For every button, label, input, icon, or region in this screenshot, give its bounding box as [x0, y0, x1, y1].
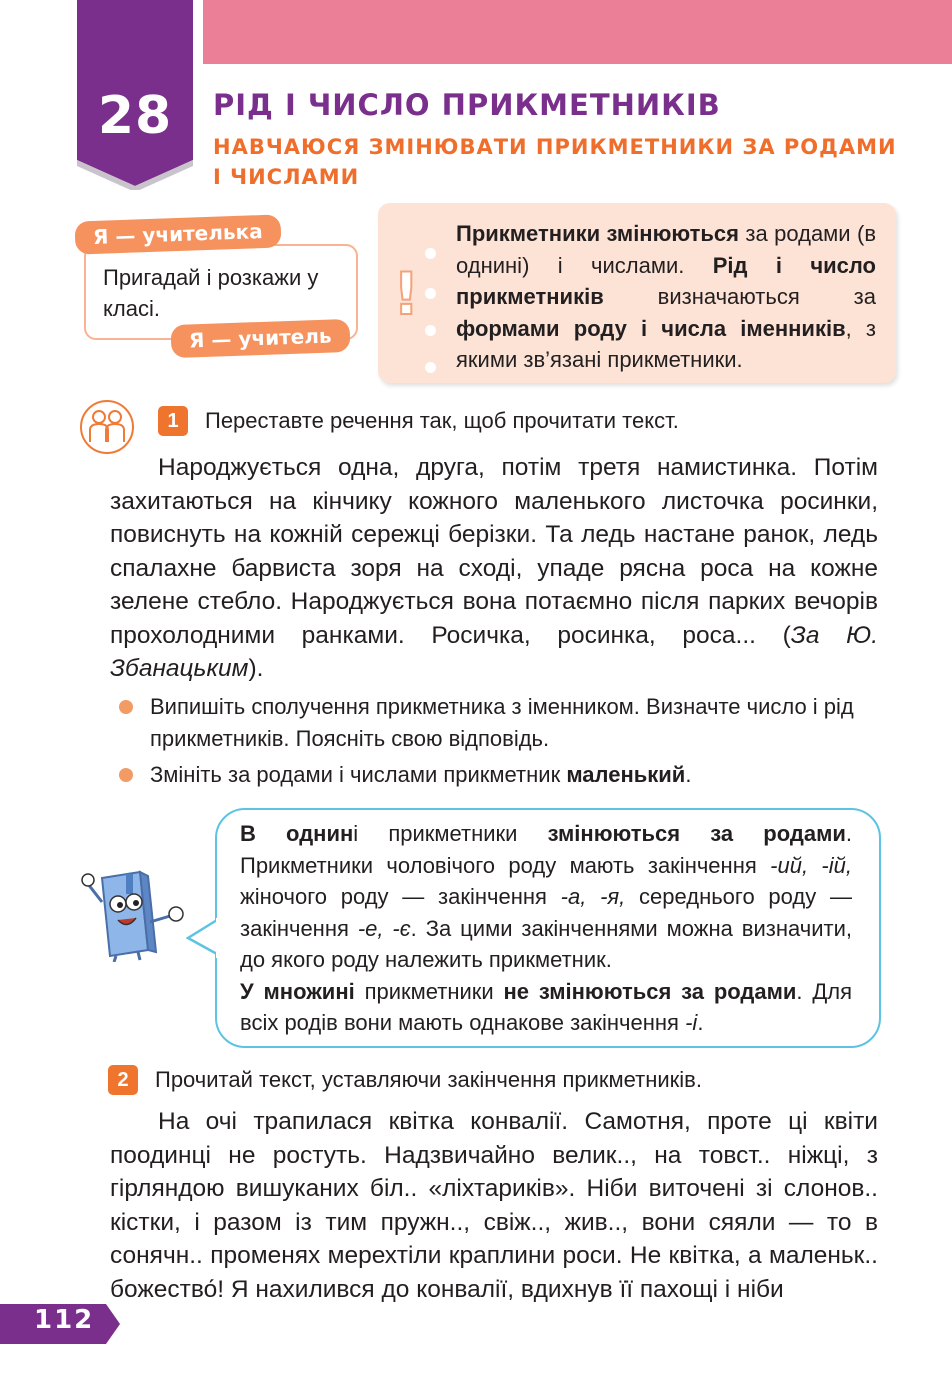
rule-dot	[425, 325, 436, 336]
teacher-tag-female: Я — учителька	[74, 214, 281, 254]
bubble-rule-text: В однині прикметники змінюються за родами. Прикметники чоловічого роду мають закінчення -ий, -ій, жіночого роду — закінчення -а, -я, середнього роду — закінчення -е, -є. За цими закінченнями можна визначити, до якого роду належить прикметник. У множині прикметники не змінюються за родами. Для всіх родів вони мають однакове закінчення -і.	[240, 821, 853, 1035]
bullet-dot	[119, 768, 133, 782]
rule-dot	[425, 362, 436, 373]
task-instruction: Прочитай текст, уставляючи закінчення прикметників.	[155, 1067, 702, 1092]
task1-bullet-2: Змініть за родами і числами прикметник маленький.	[150, 762, 692, 787]
task-number-badge: 1	[158, 406, 188, 436]
bullet-dot	[119, 700, 133, 714]
task1-text: Народжується одна, друга, потім третя намистинка. Потім захитаються на кінчику кожного маленького листочка росинки, повиснуть на кожній сережці берізки. Та ледь настане ранок, ледь спалахне барвиста зоря на сході, упаде рясна роса на кожне зелене стебло. Народжується вона потаємно після парких вечорів прохолодними ранками. Росичка, росинка, роса... (За Ю. Збанацьким).	[110, 454, 878, 682]
bubble-tail	[186, 918, 220, 958]
task-number-badge: 2	[108, 1065, 138, 1095]
rule-text: Прикметники змінюються за родами (в однині) і числами. Рід і число прикметників визначаються за формами роду і числа іменників, з якими зв’язані прикметники.	[456, 221, 877, 372]
task-instruction: Переставте речення так, щоб прочитати текст.	[205, 408, 679, 433]
task2-text: На очі трапилася квітка конвалії. Самотня, проте ці квіти поодинці не ростуть. Надзвичайно велик.., на товст.. ніжці, з гірляндою вишуканих біл.. «ліхтариків». Ніби виточені зі слонов.. кістки, і разом із тим пружн.., свіж.., жив.., вони сяяли — то в сонячн.. променях мерехтіли краплини роси. Не квітка, а маленьк.. божество́! Я нахилився до конвалії, вдихнув її пахощі і ніби	[110, 1108, 878, 1303]
page-number: 112	[34, 1305, 95, 1335]
exclamation-icon: !	[393, 260, 420, 328]
rule-dot	[425, 248, 436, 259]
pair-work-icon	[80, 400, 134, 454]
task1-bullet-1: Випишіть сполучення прикметника з іменником. Визначте число і рід прикметників. Поясніть свою відповідь.	[150, 694, 854, 751]
lesson-number: 28	[97, 86, 173, 146]
page-subtitle: НАВЧАЮСЯ ЗМІНЮВАТИ ПРИКМЕТНИКИ ЗА РОДАМИ І ЧИСЛАМИ	[213, 135, 897, 189]
rule-dot	[425, 288, 436, 299]
teacher-box-text: Пригадай і розкажи у класі.	[103, 265, 319, 321]
teacher-tag-male: Я — учитель	[170, 319, 350, 358]
header-pink-bar	[203, 0, 952, 64]
page-title: РІД І ЧИСЛО ПРИКМЕТНИКІВ	[213, 88, 721, 122]
